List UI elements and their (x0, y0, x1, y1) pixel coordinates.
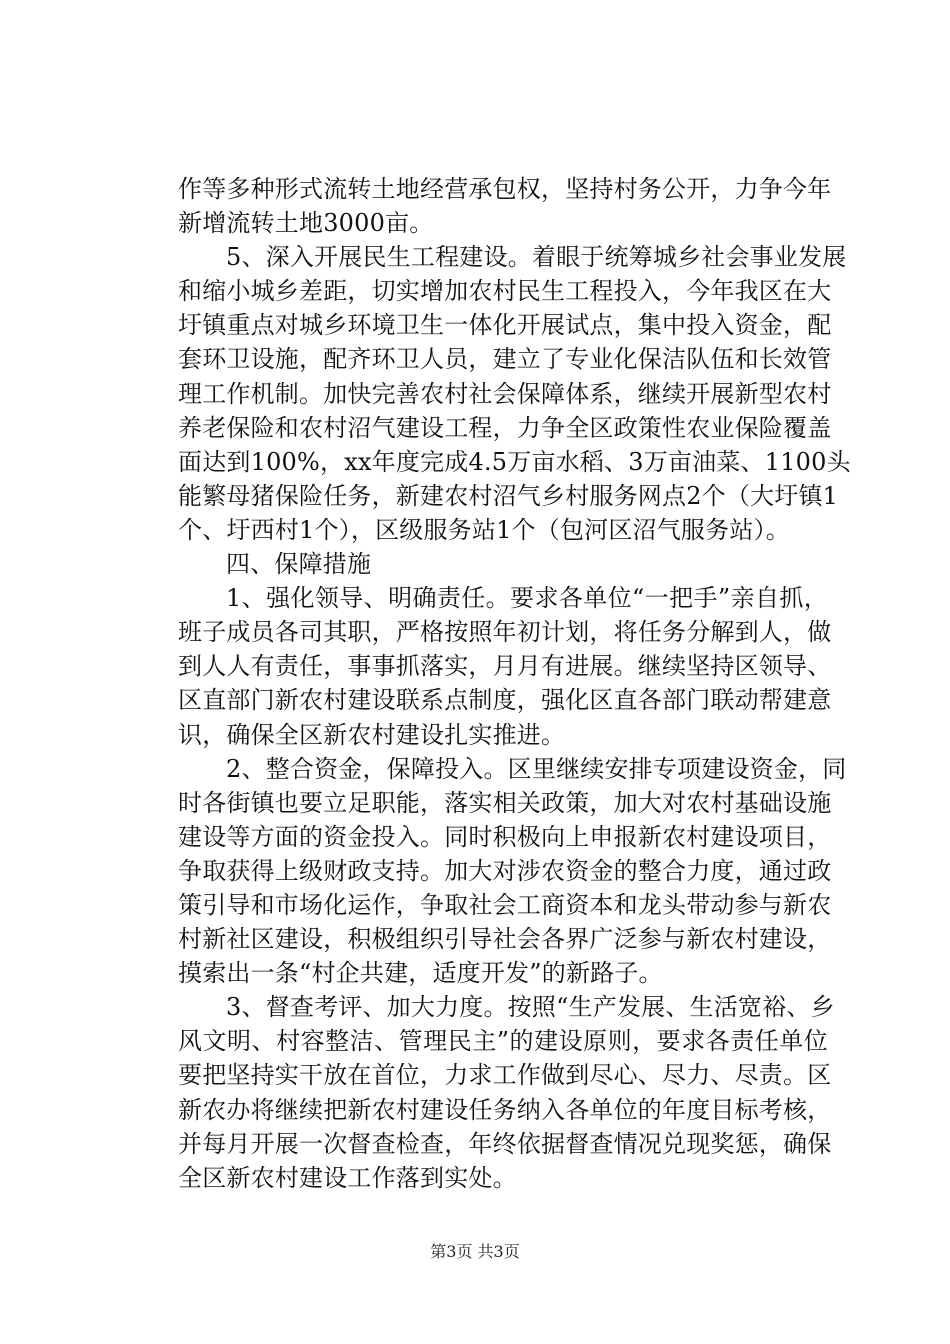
text-line: 并每月开展一次督查检查，年终依据督查情况兑现奖惩，确保 (178, 1129, 832, 1158)
text-line: 理工作机制。加快完善农村社会保障体系，继续开展新型农村 (178, 379, 832, 408)
text-line: 到人人有责任，事事抓落实，月月有进展。继续坚持区领导、 (178, 652, 832, 681)
text-line: 和缩小城乡差距，切实增加农村民生工程投入，今年我区在大 (178, 277, 832, 306)
text-line: 村新社区建设，积极组织引导社会各界广泛参与新农村建设， (178, 925, 832, 954)
text-line: 养老保险和农村沼气建设工程，力争全区政策性农业保险覆盖 (178, 413, 832, 442)
text-line: 套环卫设施，配齐环卫人员，建立了专业化保洁队伍和长效管 (178, 345, 832, 374)
text-line: 新农办将继续把新农村建设任务纳入各单位的年度目标考核， (178, 1095, 832, 1124)
text-line: 作等多种形式流转土地经营承包权，坚持村务公开，力争今年 (178, 175, 832, 203)
document-body (178, 172, 851, 1195)
text-line: 新增流转土地3000亩。 (178, 209, 434, 238)
text-line: 面达到100%，xx年度完成4.5万亩水稻、3万亩油菜、1100头 (178, 447, 851, 476)
text-line: 风文明、村容整洁、管理民主”的建设原则，要求各责任单位 (178, 1027, 828, 1056)
text-line: 个、圩西村1个），区级服务站1个（包河区沼气服务站）。 (178, 515, 790, 544)
paragraph-start-line: 2、整合资金，保障投入。区里继续安排专项建设资金，同 (226, 754, 847, 783)
page-number-footer: 第3页 共3页 (430, 1242, 520, 1261)
text-line: 班子成员各司其职，严格按照年初计划，将任务分解到人，做 (178, 618, 832, 647)
text-line: 建设等方面的资金投入。同时积极向上申报新农村建设项目， (178, 822, 832, 851)
text-line: 能繁母猪保险任务，新建农村沼气乡村服务网点2个（大圩镇1 (178, 481, 839, 510)
paragraph-start-line: 1、强化领导、明确责任。要求各单位“一把手”亲自抓， (226, 584, 828, 613)
text-line: 要把坚持实干放在首位，力求工作做到尽心、尽力、尽责。区 (178, 1061, 832, 1090)
text-line: 全区新农村建设工作落到实处。 (178, 1163, 517, 1192)
text-line: 识，确保全区新农村建设扎实推进。 (178, 720, 566, 749)
paragraph-start-line: 5、深入开展民生工程建设。着眼于统筹城乡社会事业发展 (226, 243, 847, 272)
text-line: 区直部门新农村建设联系点制度，强化区直各部门联动帮建意 (178, 686, 832, 715)
paragraph-start-line: 3、督查考评、加大力度。按照“生产发展、生活宽裕、乡 (226, 993, 835, 1022)
section-heading: 四、保障措施 (226, 550, 372, 579)
text-line: 圩镇重点对城乡环境卫生一体化开展试点，集中投入资金，配 (178, 311, 832, 340)
text-line: 策引导和市场化运作，争取社会工商资本和龙头带动参与新农 (178, 890, 832, 919)
text-line: 摸索出一条“村企共建，适度开发”的新路子。 (178, 959, 663, 988)
text-line: 争取获得上级财政支持。加大对涉农资金的整合力度，通过政 (178, 856, 832, 885)
text-line: 时各街镇也要立足职能，落实相关政策，加大对农村基础设施 (178, 788, 832, 817)
